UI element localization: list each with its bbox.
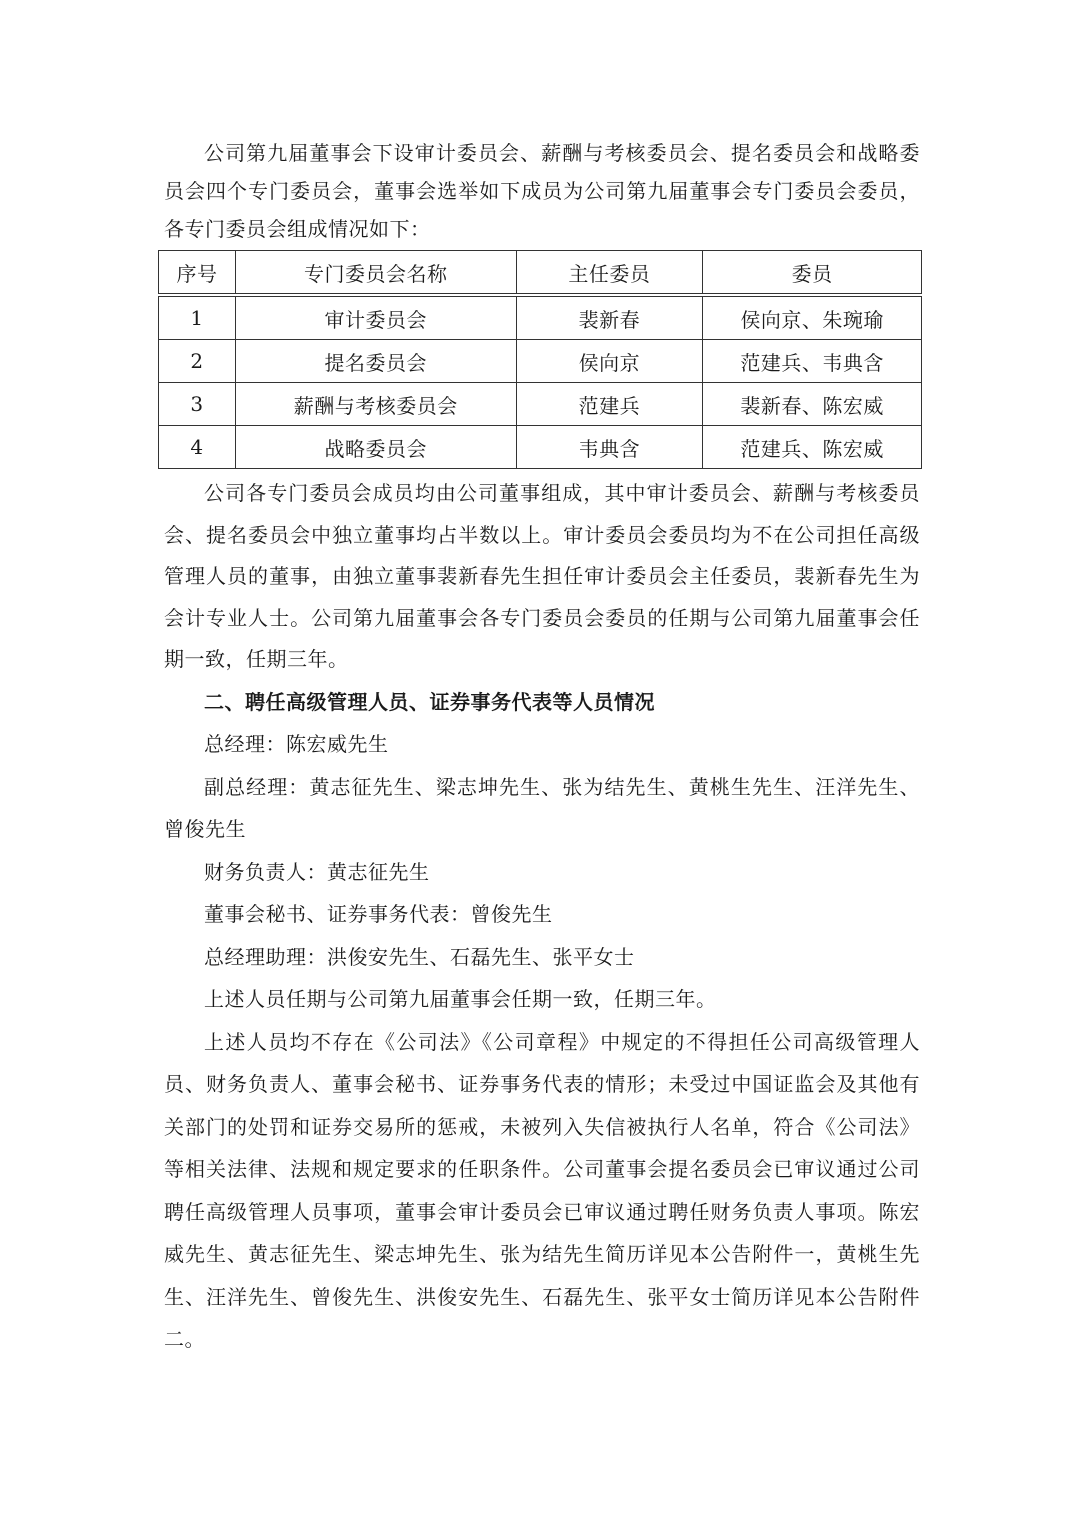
header-committee-name: 专门委员会名称 [235, 251, 516, 296]
committee-paragraph: 公司各专门委员会成员均由公司董事组成，其中审计委员会、薪酬与考核委员会、提名委员会中独立董事均占半数以上。审计委员会委员均为不在公司担任高级管理人员的董事，由独立董事裴新春先生担任审计委员会主任委员，裴新春先生为会计专业人士。公司第九届董事会各专门委员会委员的任期与公司第九届董事会任期一致，任期三年。 [164, 481, 920, 671]
term-line: 上述人员任期与公司第九届董事会任期一致，任期三年。 [204, 987, 717, 1011]
table-row [159, 340, 922, 383]
table-header-row [159, 251, 922, 296]
intro-paragraph: 公司第九届董事会下设审计委员会、薪酬与考核委员会、提名委员会和战略委员会四个专门委员会，董事会选举如下成员为公司第九届董事会专门委员会委员，各专门委员会组成情况如下： [164, 141, 920, 241]
general-manager-line: 总经理：陈宏威先生 [204, 732, 389, 756]
row-index: 2 [159, 340, 236, 383]
section-heading: 二、聘任高级管理人员、证券事务代表等人员情况 [204, 689, 655, 714]
row-index: 3 [159, 383, 236, 426]
header-members: 委员 [703, 251, 922, 296]
row-committee-name: 战略委员会 [235, 426, 516, 469]
financial-officer-line: 财务负责人：黄志征先生 [204, 859, 430, 884]
row-members: 侯向京、朱琬瑜 [703, 295, 922, 340]
committee-table [158, 250, 922, 469]
row-members: 裴新春、陈宏威 [703, 383, 922, 426]
row-chair: 韦典含 [516, 426, 703, 469]
table-row [159, 426, 922, 469]
header-index: 序号 [159, 251, 236, 296]
row-chair: 侯向京 [516, 340, 703, 383]
row-members: 范建兵、陈宏威 [703, 426, 922, 469]
row-chair: 裴新春 [516, 295, 703, 340]
header-chair: 主任委员 [516, 251, 703, 296]
board-secretary-line: 董事会秘书、证券事务代表：曾俊先生 [204, 902, 553, 926]
row-members: 范建兵、韦典含 [703, 340, 922, 383]
row-committee-name: 审计委员会 [235, 295, 516, 340]
table-row [159, 383, 922, 426]
row-index: 1 [159, 295, 236, 340]
row-chair: 范建兵 [516, 383, 703, 426]
gm-assistants-line: 总经理助理：洪俊安先生、石磊先生、张平女士 [204, 944, 635, 969]
closing-paragraph: 上述人员均不存在《公司法》《公司章程》中规定的不得担任公司高级管理人员、财务负责人、董事会秘书、证券事务代表的情形；未受过中国证监会及其他有关部门的处罚和证券交易所的惩戒，未被列入失信被执行人名单，符合《公司法》等相关法律、法规和规定要求的任职条件。公司董事会提名委员会已审议通过公司聘任高级管理人员事项，董事会审计委员会已审议通过聘任财务负责人事项。陈宏威先生、黄志征先生、梁志坤先生、张为结先生简历详见本公告附件一，黄桃生先生、汪洋先生、曾俊先生、洪俊安先生、石磊先生、张平女士简历详见本公告附件二。 [164, 1029, 920, 1351]
deputy-general-managers-line: 副总经理：黄志征先生、梁志坤先生、张为结先生、黄桃生先生、汪洋先生、曾俊先生 [164, 774, 920, 841]
row-committee-name: 提名委员会 [235, 340, 516, 383]
document-body [164, 134, 920, 1361]
row-index: 4 [159, 426, 236, 469]
row-committee-name: 薪酬与考核委员会 [235, 383, 516, 426]
table-row [159, 295, 922, 340]
